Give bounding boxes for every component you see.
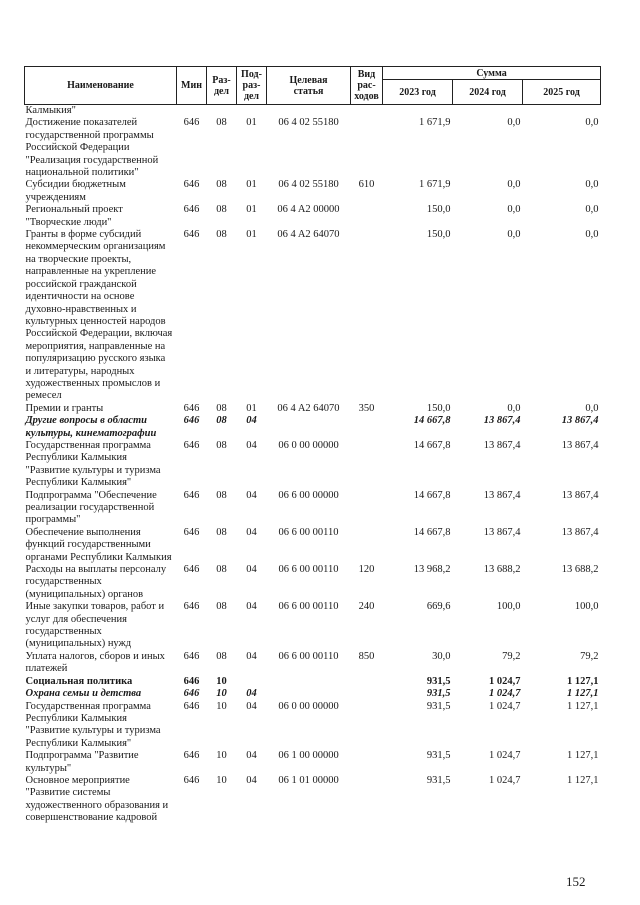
name-cell: Социальная политика [25, 675, 133, 687]
sum-2025-cell: 13 867,4 [561, 415, 599, 427]
expense-type-cell [351, 688, 383, 700]
table-row [25, 117, 601, 179]
target-article-cell: 06 6 00 00110 [278, 601, 339, 613]
subsection-cell: 01 [246, 402, 257, 414]
expense-type-cell [351, 490, 383, 527]
expense-type-cell [351, 415, 383, 440]
sum-2024-cell: 1 024,7 [489, 750, 521, 762]
section-cell: 08 [216, 439, 227, 451]
target-article-cell: 06 4 A2 64070 [277, 229, 340, 241]
sum-2023-cell [383, 105, 453, 118]
sum-2024-cell: 1 024,7 [489, 675, 521, 687]
table-row [25, 440, 601, 490]
name-cell: Субсидии бюджетным учреждениям [25, 179, 126, 203]
section-cell: 08 [216, 204, 227, 216]
name-cell: Премии и гранты [25, 402, 104, 414]
subsection-cell: 04 [246, 415, 257, 427]
header-name: Наименование [25, 67, 177, 105]
sum-2024-cell [453, 105, 523, 118]
table-row [25, 403, 601, 415]
sum-2023-cell: 30,0 [432, 650, 451, 662]
section-cell: 08 [216, 229, 227, 241]
target-article-cell: 06 0 00 00000 [278, 439, 339, 451]
subsection-cell: 04 [246, 564, 257, 576]
section-cell: 08 [216, 415, 227, 427]
section-cell: 08 [216, 526, 227, 538]
target-article-cell [267, 415, 351, 440]
subsection-cell [237, 676, 267, 688]
section-cell: 10 [216, 700, 227, 712]
table-row [25, 688, 601, 700]
ministry-cell: 646 [183, 415, 200, 427]
name-cell: Достижение показателей государственной программы Российской Федерации "Реализация государственной национальной политики" [25, 117, 159, 179]
sum-2025-cell: 79,2 [580, 650, 599, 662]
name-cell: Другие вопросы в области культуры, кинематографии [25, 415, 157, 439]
sum-2025-cell: 1 127,1 [567, 774, 599, 786]
subsection-cell: 04 [246, 774, 257, 786]
target-article-cell: 06 6 00 00110 [278, 526, 339, 538]
header-year-2025: 2025 год [523, 80, 601, 105]
sum-2023-cell: 14 667,8 [413, 489, 451, 501]
ministry-cell: 646 [183, 179, 200, 191]
name-cell: Уплата налогов, сборов и иных платежей [25, 650, 165, 675]
sum-2025-cell: 0,0 [585, 117, 599, 129]
sum-2023-cell: 1 671,9 [419, 117, 451, 129]
subsection-cell: 04 [246, 750, 257, 762]
expense-type-cell: 610 [358, 179, 375, 191]
subsection-cell: 01 [246, 117, 257, 129]
expense-type-cell: 350 [358, 402, 375, 414]
sum-2023-cell: 14 667,8 [413, 526, 451, 538]
subsection-cell: 04 [246, 601, 257, 613]
sum-2024-cell: 13 867,4 [483, 526, 521, 538]
ministry-cell [177, 105, 207, 118]
section-cell: 08 [216, 117, 227, 129]
name-cell: Региональный проект "Творческие люди" [25, 204, 123, 228]
ministry-cell: 646 [183, 526, 200, 538]
ministry-cell: 646 [183, 204, 200, 216]
table-row [25, 676, 601, 688]
section-cell: 08 [216, 179, 227, 191]
sum-2024-cell: 79,2 [502, 650, 521, 662]
section-cell: 10 [216, 774, 227, 786]
sum-2024-cell: 13 867,4 [483, 439, 521, 451]
subsection-cell: 04 [246, 526, 257, 538]
sum-2025-cell: 100,0 [574, 601, 599, 613]
header-year-2024: 2024 год [453, 80, 523, 105]
name-cell: Калмыкия" [25, 105, 76, 116]
sum-2024-cell: 100,0 [496, 601, 521, 613]
sum-2025-cell: 13 688,2 [561, 564, 599, 576]
target-article-cell: 06 6 00 00110 [278, 564, 339, 576]
sum-2023-cell: 13 968,2 [413, 564, 451, 576]
ministry-cell: 646 [183, 402, 200, 414]
expense-type-cell: 850 [358, 650, 375, 662]
sum-2024-cell: 13 688,2 [483, 564, 521, 576]
expense-type-cell [351, 204, 383, 229]
ministry-cell: 646 [183, 439, 200, 451]
expense-type-cell [351, 775, 383, 825]
budget-table [24, 66, 601, 825]
header-podrazdel: Под- раз- дел [237, 67, 267, 105]
sum-2025-cell: 1 127,1 [567, 675, 599, 687]
table-row [25, 750, 601, 775]
name-cell: Гранты в форме субсидий некоммерческим организациям на творческие проекты, направленные на укрепление российской гражданской идентичности на основе духовно-нравственных и культурных ценностей народов Российской Федерации, включая мероприятия, направленные на популяризацию русского языка и литературы, народных художественных промыслов и ремесел [25, 229, 173, 402]
sum-2023-cell: 150,0 [426, 229, 451, 241]
sum-2025-cell: 13 867,4 [561, 439, 599, 451]
ministry-cell: 646 [183, 564, 200, 576]
table-row [25, 204, 601, 229]
name-cell: Обеспечение выполнения функций государственными органами Республики Калмыкия [25, 526, 172, 563]
subsection-cell: 04 [246, 439, 257, 451]
subsection-cell: 04 [246, 700, 257, 712]
sum-2023-cell: 931,5 [426, 774, 451, 786]
expense-type-cell [351, 105, 383, 118]
ministry-cell: 646 [183, 774, 200, 786]
sum-2024-cell: 1 024,7 [489, 688, 521, 700]
sum-2024-cell: 0,0 [507, 402, 521, 414]
sum-2025-cell: 13 867,4 [561, 526, 599, 538]
name-cell: Иные закупки товаров, работ и услуг для обеспечения государственных (муниципальных) нужд [25, 601, 165, 650]
target-article-cell: 06 4 A2 64070 [277, 402, 340, 414]
ministry-cell: 646 [183, 675, 200, 687]
table-row [25, 651, 601, 676]
target-article-cell [267, 105, 351, 118]
subsection-cell: 01 [246, 204, 257, 216]
ministry-cell: 646 [183, 700, 200, 712]
section-cell: 10 [216, 675, 227, 687]
table-body [25, 105, 601, 825]
page-number: 152 [566, 874, 586, 889]
table-row [25, 601, 601, 651]
sum-2025-cell: 1 127,1 [567, 700, 599, 712]
target-article-cell: 06 1 00 00000 [278, 750, 339, 762]
table-row [25, 701, 601, 751]
sum-2024-cell: 0,0 [507, 117, 521, 129]
sum-2023-cell: 669,6 [426, 601, 451, 613]
target-article-cell: 06 4 A2 00000 [277, 204, 340, 216]
sum-2025-cell [523, 105, 601, 118]
expense-type-cell [351, 229, 383, 403]
sum-2023-cell: 931,5 [426, 700, 451, 712]
table-row [25, 415, 601, 440]
table-row [25, 179, 601, 204]
table-row [25, 229, 601, 403]
target-article-cell: 06 4 02 55180 [278, 117, 339, 129]
sum-2024-cell: 0,0 [507, 179, 521, 191]
budget-table-sheet [24, 66, 600, 825]
ministry-cell: 646 [183, 601, 200, 613]
subsection-cell [237, 105, 267, 118]
name-cell: Основное мероприятие "Развитие системы художественного образования и совершенствование кадровой [25, 774, 169, 824]
name-cell: Государственная программа Республики Калмыкия "Развитие культуры и туризма Республики Калмыкия" [25, 700, 161, 749]
name-cell: Охрана семьи и детства [25, 688, 142, 700]
name-cell: Подпрограмма "Обеспечение реализации государственной программы" [25, 489, 157, 526]
table-row [25, 564, 601, 601]
subsection-cell: 04 [246, 688, 257, 700]
sum-2023-cell: 150,0 [426, 204, 451, 216]
sum-2023-cell: 14 667,8 [413, 415, 451, 427]
sum-2025-cell: 1 127,1 [567, 750, 599, 762]
section-cell: 08 [216, 489, 227, 501]
ministry-cell: 646 [183, 688, 200, 700]
section-cell [207, 105, 237, 118]
table-row [25, 105, 601, 118]
target-article-cell [267, 676, 351, 688]
expense-type-cell: 120 [358, 564, 375, 576]
sum-2025-cell: 0,0 [585, 229, 599, 241]
table-row [25, 775, 601, 825]
ministry-cell: 646 [183, 650, 200, 662]
header-razdel: Раз- дел [207, 67, 237, 105]
sum-2025-cell: 13 867,4 [561, 489, 599, 501]
expense-type-cell: 240 [358, 601, 375, 613]
section-cell: 08 [216, 601, 227, 613]
table-row [25, 527, 601, 564]
ministry-cell: 646 [183, 750, 200, 762]
subsection-cell: 01 [246, 179, 257, 191]
sum-2024-cell: 13 867,4 [483, 415, 521, 427]
section-cell: 08 [216, 564, 227, 576]
sum-2023-cell: 931,5 [426, 688, 451, 700]
sum-2024-cell: 1 024,7 [489, 700, 521, 712]
table-row [25, 490, 601, 527]
sum-2024-cell: 0,0 [507, 204, 521, 216]
sum-2025-cell: 1 127,1 [567, 688, 599, 700]
section-cell: 10 [216, 688, 227, 700]
target-article-cell: 06 6 00 00110 [278, 650, 339, 662]
target-article-cell: 06 6 00 00000 [278, 489, 339, 501]
sum-2025-cell: 0,0 [585, 204, 599, 216]
section-cell: 10 [216, 750, 227, 762]
header-year-2023: 2023 год [383, 80, 453, 105]
section-cell: 08 [216, 650, 227, 662]
expense-type-cell [351, 117, 383, 179]
sum-2023-cell: 14 667,8 [413, 439, 451, 451]
sum-2023-cell: 150,0 [426, 402, 451, 414]
subsection-cell: 04 [246, 650, 257, 662]
sum-2025-cell: 0,0 [585, 179, 599, 191]
name-cell: Подпрограмма "Развитие культуры" [25, 750, 139, 774]
ministry-cell: 646 [183, 117, 200, 129]
sum-2024-cell: 0,0 [507, 229, 521, 241]
name-cell: Государственная программа Республики Калмыкия "Развитие культуры и туризма Республики Калмыкия" [25, 439, 161, 489]
subsection-cell: 01 [246, 229, 257, 241]
subsection-cell: 04 [246, 489, 257, 501]
expense-type-cell [351, 750, 383, 775]
ministry-cell: 646 [183, 489, 200, 501]
header-expense-type: Вид рас- ходов [351, 67, 383, 105]
target-article-cell [267, 688, 351, 700]
target-article-cell: 06 1 01 00000 [278, 774, 339, 786]
header-target-article: Целевая статья [267, 67, 351, 105]
sum-2023-cell: 1 671,9 [419, 179, 451, 191]
sum-2024-cell: 1 024,7 [489, 774, 521, 786]
expense-type-cell [351, 527, 383, 564]
sum-2024-cell: 13 867,4 [483, 489, 521, 501]
expense-type-cell [351, 701, 383, 751]
table-header [25, 67, 601, 105]
target-article-cell: 06 4 02 55180 [278, 179, 339, 191]
sum-2023-cell: 931,5 [426, 750, 451, 762]
sum-2025-cell: 0,0 [585, 402, 599, 414]
target-article-cell: 06 0 00 00000 [278, 700, 339, 712]
ministry-cell: 646 [183, 229, 200, 241]
sum-2023-cell: 931,5 [426, 675, 451, 687]
header-min: Мин [177, 67, 207, 105]
header-sum: Сумма [383, 67, 601, 80]
expense-type-cell [351, 440, 383, 490]
section-cell: 08 [216, 402, 227, 414]
name-cell: Расходы на выплаты персоналу государственных (муниципальных) органов [25, 564, 167, 600]
expense-type-cell [351, 676, 383, 688]
